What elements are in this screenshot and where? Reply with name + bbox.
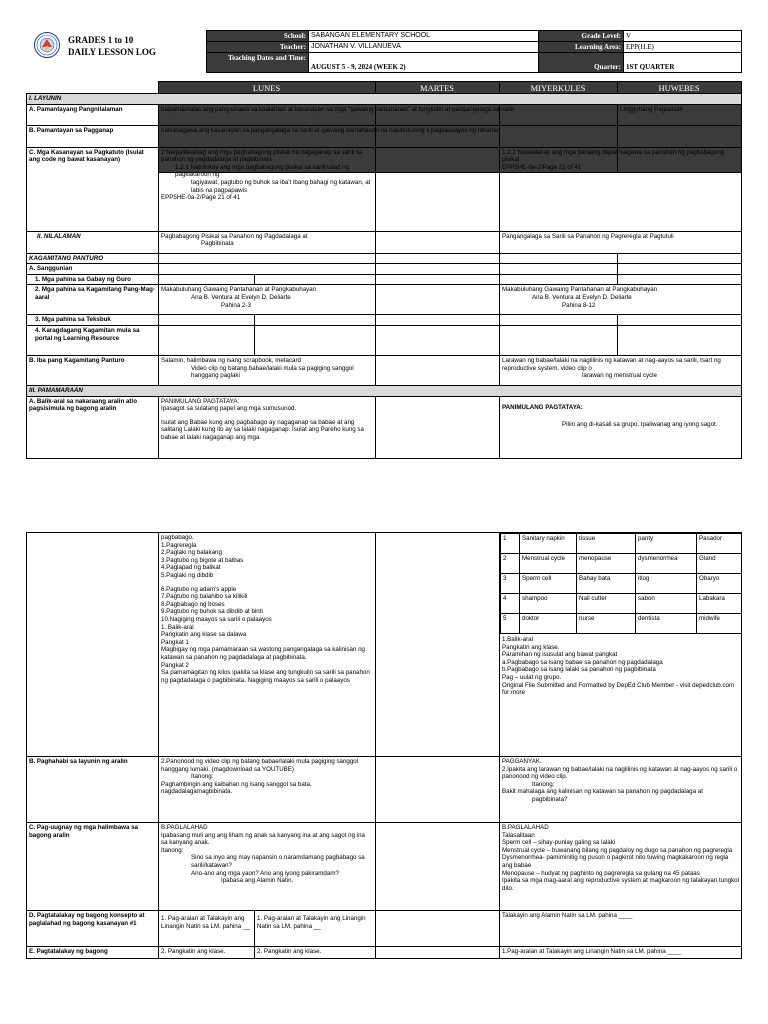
continuation-lunes-line: 2.Paglaki ng balakang	[161, 549, 222, 557]
pag-uugnay-lunes	[159, 823, 376, 911]
learning-area-label: Learning Area:	[539, 42, 624, 53]
deped-seal-icon	[34, 32, 60, 58]
gabay-lunes	[159, 274, 255, 285]
paghahabi-label: B. Paghahabi sa layunin ng aralin	[27, 757, 159, 823]
continuation-huwebes-line: Pangkatin ang klase.	[502, 643, 560, 651]
sanggunian-huwebes	[500, 264, 618, 275]
pag-uugnay-lunes-line-5: Ano-ano ang mga yaon? Ano ang iyong pakiramdam?	[191, 869, 339, 877]
gabay-biyernes	[618, 274, 742, 285]
grid-cell: Obaryo	[697, 574, 742, 594]
paghahabi-huwebes-line-4: Bakit mahalaga ang kalinisan ng katawan sa panahon ng pagdadalaga at	[502, 788, 703, 796]
grid-cell: Nail cutter	[577, 594, 636, 614]
grid-row	[501, 534, 742, 554]
page-1	[0, 0, 768, 480]
grid-cell: Labakara	[697, 594, 742, 614]
paghahabi-lunes-line-3: Paghambingin ang kaibahan ng isang sanggol sa bata, nagdadalaga/nagbibinata.	[161, 780, 312, 796]
continuation-lunes-line: 7.Pagtubo ng balahibo sa kilikili	[161, 593, 248, 601]
continuation-lunes-line: 5.Paglaki ng dibdib	[161, 571, 214, 579]
balik-aral-lunes-line-3: Isulat ang Babae kung ang pagbabago ay nagaganap sa babae at ang salitang Lalaki kung ito ay sa lalaki nagaganap. Isulat ang Pareho kung sa babae at lalaki nagaganap ang mga	[161, 418, 364, 441]
lr-huwebes	[500, 325, 618, 355]
dates-label: Teaching Dates and Time:	[207, 53, 309, 73]
continuation-label	[27, 533, 159, 757]
balik-aral-lunes-line-2: Ipasagot sa sulatang papel ang mga sumusunod.	[161, 405, 297, 413]
balik-aral-miyerkules	[376, 396, 500, 458]
kagamitang-huwebes-line-1: Makabuluhang Gawaing Pantahanan at Pangkabuhayan	[502, 286, 658, 294]
grid-cell: sabon	[636, 594, 697, 614]
grade-level-value: V	[624, 31, 742, 42]
balik-aral-huwebes	[500, 396, 742, 458]
pamantayang-pangnilalaman-text: naipamamalas ang pang-unawa sa kaalaman at kasanayan sa mga "gawaing pantahanan" at tungkulin at pangangalaga sa sarili	[159, 104, 618, 125]
pagtatalakay-1-lunes: 1. Pag-aralan at Talakayin ang Linangin Natin sa LM. pahina __	[159, 911, 255, 947]
balik-aral-lunes-line-1: PANIMULANG PAGTATAYA:	[161, 397, 240, 405]
grid-cell: 5	[501, 614, 520, 634]
pag-uugnay-huwebes	[500, 823, 742, 911]
kagamitang-miyerkules	[376, 285, 500, 315]
day-header-lunes: LUNES	[158, 82, 375, 173]
iba-huwebes-line-1: Larawan ng babae/lalaki na naglilinis ng katawan at nag-aayos sa sarili, tsart ng reproductive system, video clip o	[502, 356, 721, 372]
nilalaman-huwebes: Pangangalaga sa Sarili sa Panahon ng Pagreregla at Pagtutuli	[500, 231, 742, 253]
quarter-value: 1ST QUARTER	[624, 53, 742, 73]
grid-cell: Gland	[697, 554, 742, 574]
continuation-lunes-line: 6.Pagtubo ng adam's apple	[161, 585, 237, 593]
pagtatalakay-1-martes: 1. Pag-aralan at Talakayin ang Linangin Natin sa LM. pahina __	[255, 911, 376, 947]
kasanayan-label: C. Mga Kasanayan sa Pagkatuto (Isulat ang code ng bawat kasanayan)	[27, 147, 159, 231]
school-value: SABANGAN ELEMENTARY SCHOOL	[309, 31, 539, 42]
continuation-lunes-line: pagbabago.	[161, 534, 194, 541]
nilalaman-label: II. NILALAMAN	[27, 231, 159, 253]
continuation-lunes-line: Pangkatin ang klase sa dalawa	[161, 631, 247, 639]
pag-uugnay-lunes-line-2: Ipabasang muli ang ang liham ng anak sa kanyang ina at ang sagot ng ina sa kanyang anak.	[161, 831, 365, 847]
kagamitang-lunes-line-3: Pahina 2-3	[221, 301, 251, 309]
kasanayan-lunes	[159, 147, 376, 231]
continuation-lunes-line: 1.Pagreregla	[161, 541, 197, 549]
continuation-huwebes-line: b.Pagbabago sa isang lalaki sa panahon ng pagbibinata	[502, 666, 656, 674]
pagtatalakay-1-huwebes: Talakayin ang Alamin Natin sa LM. pahina ____	[500, 911, 742, 947]
continuation-lunes-line: 8.Pagbabago ng boses	[161, 600, 225, 608]
kagamitang-lunes-line-2: Ana B. Ventura at Evelyn D. Deliarte	[191, 293, 291, 301]
paghahabi-huwebes	[500, 757, 742, 823]
iba-pang-kagamitan-lunes	[159, 355, 376, 385]
kagamitang-huwebes-line-3: Pahina 8-12	[562, 301, 596, 309]
pag-uugnay-lunes-line-3: Itanong:	[161, 846, 184, 854]
pagtatalakay-2-martes: 2. Pangkatin ang klase.	[255, 947, 376, 959]
continuation-lunes-line: Pangkat 1	[161, 638, 189, 646]
paghahabi-lunes-line-2: Itanong:	[191, 773, 214, 781]
pamamaraan-section-header: III. PAMAMARAAN	[27, 385, 742, 396]
lr-martes	[255, 325, 376, 355]
continuation-lunes-line: Sa pamamagitan ng kilos ipakita sa klase ang tungkulin sa sarili sa panahon ng pagdadalaga o pagbibinata. Nagiging maayos sa sarili o palaayos	[161, 669, 370, 684]
continuation-lunes-line: 4.Paglapad ng balikat	[161, 564, 221, 572]
continuation-lunes-line: 3.Pagtubo ng bigote at balbas	[161, 556, 244, 564]
teksbuk-huwebes	[500, 315, 618, 326]
kasanayan-lunes-line-2: 1.2.1 Natutukoy ang mga pagbabagong pisikal sa sarili tulad ng pagkakaroon ng	[175, 163, 350, 179]
teksbuk-miyerkules	[376, 315, 500, 326]
sanggunian-biyernes	[618, 264, 742, 275]
iba-huwebes-line-2: larawan ng menstrual cycle	[582, 372, 657, 380]
grid-cell: Sperm cell	[520, 574, 577, 594]
grid-cell: Pasador	[697, 534, 742, 554]
quarter-label: Quarter:	[539, 53, 624, 73]
grid-cell: panty	[636, 534, 697, 554]
grade-level-label: Grade Level:	[539, 31, 624, 42]
pag-uugnay-lunes-line-1: B.PAGLALAHAD	[161, 824, 208, 831]
continuation-huwebes-line: Paramihan ng isusulat ang bawat pangkat	[502, 651, 618, 659]
day-header-miyerkules: MIYERKULES	[499, 82, 617, 173]
learning-resource-label: 4. Karagdagang Kagamitan mula sa portal ng Learning Resource	[27, 325, 159, 355]
pagtatalakay-2-lunes: 2. Pangkatin ang klase.	[159, 947, 255, 959]
continuation-huwebes-line: Original File Submitted and Formatted by DepEd Club Member - visit depedclub.com for more	[502, 681, 735, 697]
header-info-table	[206, 30, 742, 73]
kasanayan-huwebes-line-1: 1.2.2 Natatalakay ang mga paraang dapat isagawa sa panahon ng pagbabagong pisikal	[502, 148, 725, 164]
nilalaman-lunes-line-2: Pagbibinata	[201, 240, 234, 248]
pamantayang-pangnilalaman-label: A. Pamantayang Pangnilalaman	[27, 104, 159, 125]
balik-aral-label: A. Balik-aral sa nakaraang aralin at/o pagsisimula ng bagong aralin	[27, 396, 159, 458]
continuation-lunes-line: 1. Balik-aral	[161, 623, 194, 631]
page-2	[0, 530, 768, 990]
continuation-huwebes-line: 1.Balik-aral	[502, 636, 533, 643]
pag-uugnay-huwebes-line-2: Talasalitaan	[502, 831, 535, 839]
pag-uugnay-huwebes-line-3: Sperm cell – sihay-punlay galing sa lalaki	[502, 839, 616, 847]
nilalaman-lunes	[159, 231, 376, 253]
kagamitan-lunes	[159, 253, 376, 264]
grid-cell: tissue	[577, 534, 636, 554]
lr-biyernes	[618, 325, 742, 355]
title-line-2: DAILY LESSON LOG	[68, 47, 156, 57]
teksbuk-biyernes	[618, 315, 742, 326]
kagamitang-pang-mag-aaral-label: 2. Mga pahina sa Kagamitang Pang-Mag-aaral	[27, 285, 159, 315]
grid-cell: 3	[501, 574, 520, 594]
grid-row	[501, 594, 742, 614]
teksbuk-lunes	[159, 315, 255, 326]
grid-cell: Sanitary napkin	[520, 534, 577, 554]
kasanayan-lunes-line-1: 2 Naipaliliwanag ang mga pagbabagong pisikal na nagaganap sa sarili sa panahon ng pagdadalaga at pagbibinata	[161, 148, 363, 164]
teksbuk-martes	[255, 315, 376, 326]
pag-uugnay-label: C. Pag-uugnay ng mga halimbawa sa bagong aralin	[27, 823, 159, 911]
grid-row	[501, 574, 742, 594]
paghahabi-huwebes-line-5: pagbibinata?	[532, 795, 568, 803]
sanggunian-label: A. Sanggunian	[27, 264, 159, 275]
iba-lunes-line-1: Salamin, halimbawa ng isang scrapbook, metacard	[161, 356, 301, 364]
grid-cell: doktor	[520, 614, 577, 634]
sanggunian-miyerkules	[376, 264, 500, 275]
sanggunian-lunes	[159, 264, 376, 275]
grid-cell: dysmenorrhea	[636, 554, 697, 574]
grid-cell: midwife	[697, 614, 742, 634]
grid-cell: Bahay bata	[577, 574, 636, 594]
pag-uugnay-huwebes-line-1: B.PAGLALAHAD	[502, 824, 549, 831]
pag-uugnay-huwebes-line-5: Dysmenorrhea- pamiminitig ng puson o pagkirot nito tuwing magkakaroon ng regla ang babae	[502, 854, 729, 869]
grid-cell: 1	[501, 534, 520, 554]
continuation-lunes-line: Magbigay ng mga pamamaraan sa wastong pangangalaga sa kalinisan ng katawan sa panahon ng pagdadalaga at pagbibinata.	[161, 646, 365, 661]
lr-miyerkules	[376, 325, 500, 355]
grid-cell: nurse	[577, 614, 636, 634]
pamantayan-sa-pagganap-label: B. Pamantayan sa Pagganap	[27, 125, 159, 147]
document-title	[68, 34, 156, 58]
day-header-martes: MARTES	[375, 82, 499, 173]
gabay-ng-guro-label: 1. Mga pahina sa Gabay ng Guro	[27, 274, 159, 285]
nilalaman-miyerkules	[376, 231, 500, 253]
continuation-huwebes-line: Pag – uulat ng grupo.	[502, 673, 562, 681]
iba-lunes-line-2: Video clip ng batang babae/lalaki mula sa pagiging sanggol hanggang paglaki	[191, 364, 354, 380]
teacher-label: Teacher:	[207, 42, 309, 53]
pagtatalakay-1-label: D. Pagtatalakay ng bagong konsepto at paglalahad ng bagong kasanayan #1	[27, 911, 159, 947]
kagamitang-panturo-header: KAGAMITANG PANTURO	[27, 253, 159, 264]
pag-uugnay-huwebes-line-6: Menopause – hudyat ng paghinto ng pagreregla sa gulang na 45 pataas	[502, 869, 700, 877]
paghahabi-huwebes-line-1: PAGGANYAK.	[502, 758, 542, 765]
layunin-section-header: I. LAYUNIN	[27, 94, 742, 105]
grid-cell: shampoo	[520, 594, 577, 614]
continuation-huwebes	[500, 533, 742, 757]
kasanayan-miyerkules	[376, 147, 500, 231]
grid-cell: Menstrual cycle	[520, 554, 577, 574]
grid-cell: itlog	[636, 574, 697, 594]
grid-row	[501, 554, 742, 574]
teacher-value: JONATHAN V. VILLANUEVA	[309, 42, 539, 53]
continuation-huwebes-line: a.Pagbabago sa isang babae sa panahon ng pagdadalaga	[502, 658, 663, 666]
pag-uugnay-lunes-line-6: Ipabasa ang Alamin Natin.	[221, 877, 294, 885]
kagamitang-lunes	[159, 285, 376, 315]
pagtatalakay-2-huwebes: 1.Pag-aralan at Talakayin ang Linangin Natin sa LM. pahina ____	[500, 947, 742, 959]
iba-pang-kagamitan-huwebes	[500, 355, 742, 385]
kasanayan-lunes-line-3: tagiyawat, pagtubo ng buhok sa iba't ibang bahagi ng katawan, at labis na pagpapawis	[191, 178, 371, 194]
di-kasali-grid	[500, 533, 742, 634]
teksbuk-label: 3. Mga pahina sa Teksbuk	[27, 315, 159, 326]
paghahabi-lunes	[159, 757, 376, 823]
nilalaman-lunes-line-1: Pagbabagong Pisikal sa Panahon ng Pagdadalaga at	[161, 232, 308, 240]
continuation-miyerkules	[376, 533, 500, 757]
kasanayan-huwebes-code: EPP5HE-0a-2/Page 21 of 41	[502, 163, 582, 171]
grid-cell: menopause	[577, 554, 636, 574]
gabay-huwebes	[500, 274, 618, 285]
continuation-lunes-line: 9.Pagtubo ng buhok sa dibdib at binti	[161, 608, 263, 616]
pag-uugnay-miyerkules	[376, 823, 500, 911]
lesson-log-table-page-2	[26, 532, 742, 959]
balik-aral-lunes	[159, 396, 376, 458]
continuation-lunes-line: Pangkat 2	[161, 661, 189, 669]
kagamitan-miyerkules	[376, 253, 500, 264]
pag-uugnay-lunes-line-4: Sino sa inyo ang may napansin o naramdamang pagbabago sa sarili/katawan?	[191, 854, 365, 869]
continuation-lunes	[159, 533, 376, 757]
gabay-miyerkules	[376, 274, 500, 285]
pagtatalakay-2-label: E. Pagtatalakay ng bagong	[27, 947, 159, 959]
grid-cell: 2	[501, 554, 520, 574]
kagamitang-huwebes	[500, 285, 742, 315]
kasanayan-lunes-code: EPP5HE-0a-2/Page 21 of 41	[161, 194, 241, 202]
paghahabi-lunes-line-1: 2.Panonood ng video clip ng batang babae/lalaki mula pagiging sanggol hanggang lumaki. (magdownload sa YOUTUBE)	[161, 758, 359, 773]
grid-row	[501, 614, 742, 634]
dates-value: AUGUST 5 - 9, 2024 (WEEK 2)	[309, 53, 539, 73]
kagamitan-biyernes	[618, 253, 742, 264]
school-label: School:	[207, 31, 309, 42]
pamantayan-sa-pagganap-text: naisasagawa ang kasanayan sa pangangalaga sa sarili at gawaing pantahanan na nakatutulong s pagsasaayos ng tahanan	[159, 125, 742, 147]
learning-area-value: EPP(H.E)	[624, 42, 742, 53]
balik-aral-huwebes-line-2: Piliin ang di-kasali sa grupo. Ipaliwanag ang iyong sagot.	[562, 421, 718, 429]
paghahabi-huwebes-line-2: 2.Ipakita ang larawan ng babae/lalaki na naglilinis ng katawan at nag-aayos ng sarili o panonood ng video clip.	[502, 765, 738, 781]
pagtatalakay-2-miyerkules	[376, 947, 500, 959]
lesson-log-body-page-1	[26, 93, 742, 459]
grid-cell: dentista	[636, 614, 697, 634]
pagtatalakay-1-miyerkules	[376, 911, 500, 947]
balik-aral-huwebes-line-1: PANIMULANG PAGTATAYA:	[502, 403, 583, 411]
title-line-1: GRADES 1 to 10	[68, 35, 134, 45]
gabay-martes	[255, 274, 376, 285]
kagamitang-lunes-line-1: Makabuluhang Gawaing Pantahanan at Pangkabuhayan	[161, 286, 317, 294]
continuation-lunes-line: 10.Nagiging maayos sa sarili o palaayos	[161, 615, 272, 623]
iba-miyerkules	[376, 355, 500, 385]
lr-lunes	[159, 325, 255, 355]
continuation-huwebes-text	[500, 634, 741, 697]
kagamitan-huwebes	[500, 253, 618, 264]
iba-pang-kagamitan-label: B. Iba pang Kagamitang Panturo	[27, 355, 159, 385]
kasanayan-huwebes	[500, 147, 742, 231]
grid-cell: 4	[501, 594, 520, 614]
lingguhang-pagsusulit: Lingguhang Pagsusulit	[618, 104, 742, 125]
day-header-huwebes: HUWEBES	[617, 82, 741, 173]
paghahabi-miyerkules	[376, 757, 500, 823]
pag-uugnay-huwebes-line-4: Menstrual cycle – buwanang bilang ng pagdaloy ng dugo sa panahon ng pagreregla	[502, 846, 733, 854]
pag-uugnay-huwebes-line-7: Ipakita sa mga mag-aaral ang reproductive system at magkaroon ng talakayan tungkol dito.	[502, 877, 739, 892]
paghahabi-huwebes-line-3: Itanong:	[532, 780, 555, 788]
kagamitang-huwebes-line-2: Ana B. Ventura at Evelyn D. Deliarte	[532, 293, 632, 301]
